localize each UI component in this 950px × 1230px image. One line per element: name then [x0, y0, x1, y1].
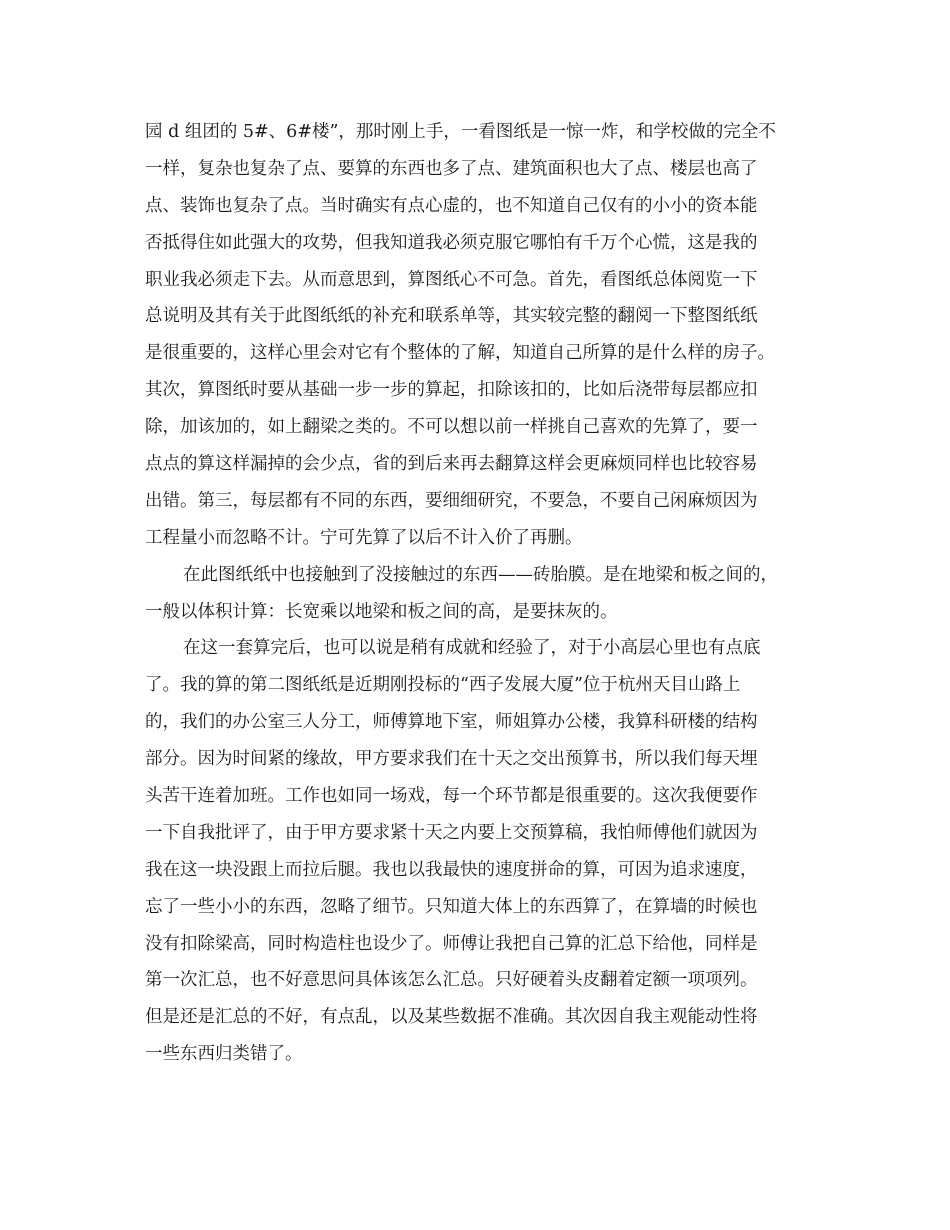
text-line: 一般以体积计算：长宽乘以地梁和板之间的高，是要抹灰的。	[145, 601, 618, 622]
text-line: 部分。因为时间紧的缘故，甲方要求我们在十天之交出预算书，所以我们每天埋	[145, 749, 758, 770]
text-line: 的，我们的办公室三人分工，师傅算地下室，师姐算办公楼，我算科研楼的结构	[145, 712, 758, 733]
text-line: 园 d 组团的 5#、6#楼”，那时刚上手，一看图纸是一惊一炸，和学校做的完全不	[145, 122, 776, 142]
paragraph-first-line: 在此图纸纸中也接触到了没接触过的东西——砖胎膜。是在地梁和板之间的，	[183, 564, 778, 585]
text-line: 一样，复杂也复杂了点、要算的东西也多了点、建筑面积也大了点、楼层也高了	[145, 158, 758, 179]
paragraph-first-line: 在这一套算完后，也可以说是稍有成就和经验了，对于小高层心里也有点底	[183, 638, 761, 659]
text-line: 没有扣除梁高，同时构造柱也设少了。师傅让我把自己算的汇总下给他，同样是	[145, 933, 758, 954]
text-line: 忘了一些小小的东西，忽略了细节。只知道大体上的东西算了，在算墙的时候也	[145, 896, 758, 917]
text-line: 其次，算图纸时要从基础一步一步的算起，扣除该扣的，比如后浇带每层都应扣	[145, 380, 758, 401]
text-line: 是很重要的，这样心里会对它有个整体的了解，知道自己所算的是什么样的房子。	[145, 343, 775, 364]
text-line: 头苦干连着加班。工作也如同一场戏，每一个环节都是很重要的。这次我便要作	[145, 786, 758, 807]
text-line: 总说明及其有关于此图纸纸的补充和联系单等，其实较完整的翻阅一下整图纸纸	[145, 306, 758, 327]
text-line: 一下自我批评了，由于甲方要求紧十天之内要上交预算稿，我怕师傅他们就因为	[145, 822, 758, 843]
text-line: 出错。第三，每层都有不同的东西，要细细研究，不要急，不要自己闲麻烦因为	[145, 490, 758, 511]
text-line: 工程量小而忽略不计。宁可先算了以后不计入价了再删。	[145, 527, 583, 548]
text-line: 除，加该加的，如上翻梁之类的。不可以想以前一样挑自己喜欢的先算了，要一	[145, 417, 758, 438]
text-line: 一些东西归类错了。	[145, 1044, 303, 1065]
text-line: 职业我必须走下去。从而意思到，算图纸心不可急。首先，看图纸总体阅览一下	[145, 269, 758, 290]
text-line: 点、装饰也复杂了点。当时确实有点心虚的，也不知道自己仅有的小小的资本能	[145, 195, 758, 216]
text-line: 我在这一块没跟上而拉后腿。我也以我最快的速度拼命的算，可因为追求速度，	[145, 859, 758, 880]
text-line: 点点的算这样漏掉的会少点，省的到后来再去翻算这样会更麻烦同样也比较容易	[145, 454, 758, 475]
text-line: 第一次汇总，也不好意思问具体该怎么汇总。只好硬着头皮翻着定额一项项列。	[145, 970, 758, 991]
text-line: 了。我的算的第二图纸纸是近期刚投标的“西子发展大厦”位于杭州天目山路上	[145, 675, 741, 696]
text-line: 否抵得住如此强大的攻势，但我知道我必须克服它哪怕有千万个心慌，这是我的	[145, 232, 758, 253]
body-text	[145, 114, 815, 1073]
text-line: 但是还是汇总的不好，有点乱，以及某些数据不准确。其次因自我主观能动性将	[145, 1007, 758, 1028]
